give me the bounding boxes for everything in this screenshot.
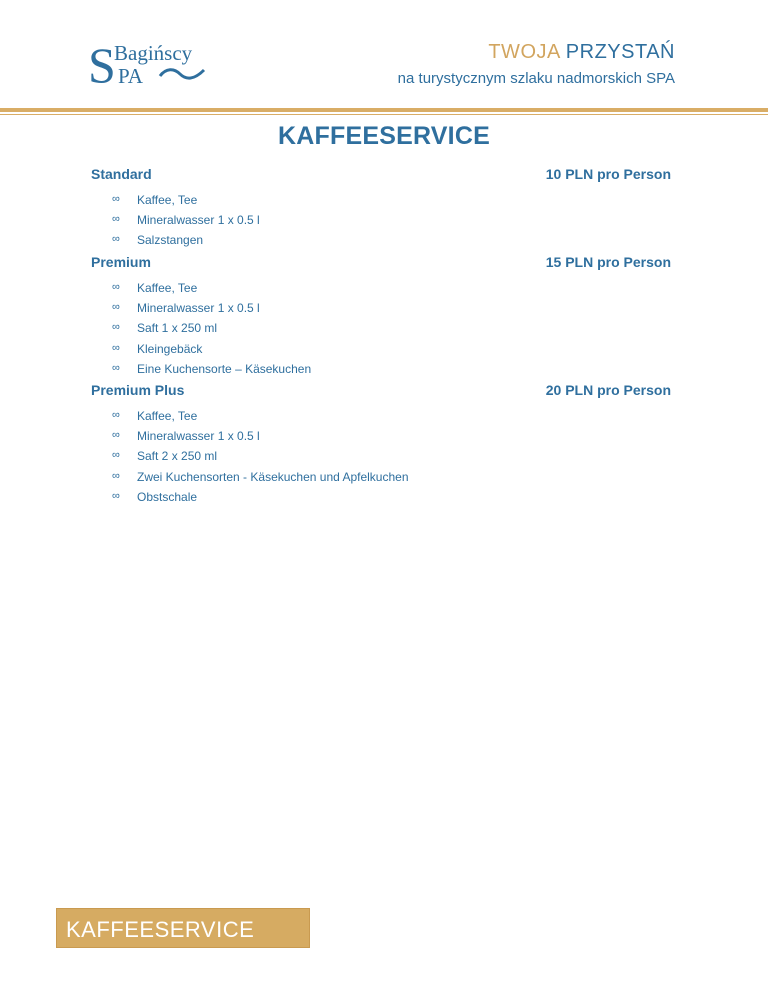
page-title: KAFFEESERVICE bbox=[278, 122, 490, 150]
tagline-word-twoja: TWOJA bbox=[488, 41, 560, 63]
list-item-text: Obstschale bbox=[137, 489, 198, 504]
header-divider-thin bbox=[0, 114, 768, 115]
section-header bbox=[91, 166, 671, 186]
infinity-bullet-icon: ∞ bbox=[112, 233, 120, 246]
infinity-bullet-icon: ∞ bbox=[112, 213, 120, 226]
list-item-text: Saft 1 x 250 ml bbox=[137, 321, 218, 336]
list-item-text: Eine Kuchensorte – Käsekuchen bbox=[137, 361, 312, 376]
infinity-bullet-icon: ∞ bbox=[112, 449, 120, 462]
infinity-bullet-icon: ∞ bbox=[112, 321, 120, 334]
infinity-bullet-icon: ∞ bbox=[112, 429, 120, 442]
list-item-text: Mineralwasser 1 x 0.5 l bbox=[137, 301, 260, 316]
list-item-text: Saft 2 x 250 ml bbox=[137, 449, 218, 464]
footer-label: KAFFEESERVICE bbox=[66, 917, 255, 942]
section-name: Standard bbox=[91, 166, 152, 182]
list-item-text: Kaffee, Tee bbox=[137, 409, 198, 423]
infinity-bullet-icon: ∞ bbox=[112, 281, 120, 293]
section-price: 15 PLN pro Person bbox=[545, 254, 671, 270]
infinity-bullet-icon: ∞ bbox=[112, 301, 120, 314]
logo-pa-text: PA bbox=[118, 64, 143, 88]
tagline-title bbox=[398, 40, 675, 64]
baginscy-spa-logo bbox=[88, 38, 228, 90]
section-header bbox=[91, 254, 671, 274]
infinity-bullet-icon: ∞ bbox=[112, 341, 120, 354]
section-price: 20 PLN pro Person bbox=[545, 382, 671, 398]
list-item-text: Kaffee, Tee bbox=[137, 281, 198, 295]
section-name: Premium Plus bbox=[91, 382, 185, 398]
list-item-text: Kaffee, Tee bbox=[137, 193, 198, 207]
header-divider bbox=[0, 108, 768, 112]
list-item-text: Salzstangen bbox=[137, 233, 204, 248]
section-name: Premium bbox=[91, 254, 151, 270]
header-tagline bbox=[398, 40, 675, 87]
section-price: 10 PLN pro Person bbox=[545, 166, 671, 182]
tagline-subtitle: na turystycznym szlaku nadmorskich SPA bbox=[397, 70, 675, 87]
list-item-text: Mineralwasser 1 x 0.5 l bbox=[137, 429, 260, 444]
list-item-text: Zwei Kuchensorten - Käsekuchen und Apfelkuchen bbox=[137, 469, 409, 484]
infinity-bullet-icon: ∞ bbox=[112, 489, 120, 502]
list-item-text: Kleingebäck bbox=[137, 341, 203, 356]
infinity-bullet-icon: ∞ bbox=[112, 361, 120, 374]
logo-s-letter: S bbox=[88, 38, 116, 90]
infinity-bullet-icon: ∞ bbox=[112, 469, 120, 482]
infinity-bullet-icon: ∞ bbox=[112, 193, 120, 205]
tagline-word-przystan: PRZYSTAŃ bbox=[565, 41, 675, 63]
infinity-bullet-icon: ∞ bbox=[112, 409, 120, 421]
footer-label-box bbox=[56, 908, 310, 948]
section-header bbox=[91, 382, 671, 402]
logo-name-text: Bagińscy bbox=[114, 41, 193, 65]
wave-icon bbox=[160, 70, 204, 78]
list-item-text: Mineralwasser 1 x 0.5 l bbox=[137, 213, 260, 228]
